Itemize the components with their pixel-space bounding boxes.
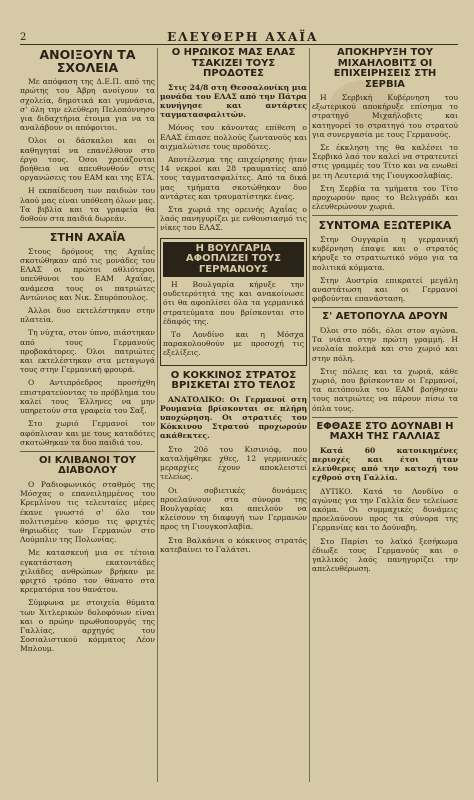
headline-eaglets: Σ' ΑΕΤΟΠΟΥΛΑ ΔΡΟΥΝ bbox=[322, 311, 448, 323]
article-paragraph: Η Βουλγαρία κήρυξε την ουδετερότητά της και ανακοίνωσε ότι θα αφοπλίσει όλα τα γερμανικά στρατεύματα που βρίσκονται στο έδαφός της. bbox=[163, 280, 304, 326]
article-paragraph: Οι σοβιετικές δυνάμεις προελαύνουν στα σύνορα της Βουλγαρίας και απειλούν να κλείσουν τη διαφυγή των Γερμανών προς τη Γιουγκοσλαβία. bbox=[160, 485, 307, 532]
section-divider bbox=[20, 451, 155, 452]
masthead bbox=[20, 30, 458, 45]
article-paragraph: Όλοι οι δάσκαλοι και οι καθηγηταί να επανέλθουν στο έργο τους. Όσοι χρειάζονται βοήθεια να απευθυνθούν στις οργανώσεις του ΕΑΜ και της ΕΤΑ. bbox=[20, 136, 155, 183]
article-paragraph: Στα χωριά της ορεινής Αχαΐας ο λαός πανηγυρίζει με ενθουσιασμό τις νίκες του ΕΛΑΣ. bbox=[160, 204, 307, 233]
article-paragraph: Κατά 60 κατοικημένες περιοχές και έτσι ήταν ελεύθερες από την κατοχή του εχθρού στη Γαλλία. bbox=[312, 445, 458, 483]
headline-red-army: Ο ΚΟΚΚΙΝΟΣ ΣΤΡΑΤΟΣ ΒΡΙΣΚΕΤΑΙ ΣΤΟ ΤΕΛΟΣ bbox=[170, 369, 297, 392]
article-paragraph: Ο Αντιπρόεδρος προσήχθη επιστρατεύοντας το πρόβλημα του καλεί τους Έλληνες να μην υπηρετούν στα γραφεία του Σαξ. bbox=[20, 378, 155, 416]
article-paragraph: Στην Αυστρία επικρατεί μεγάλη αναστάτωση και οι Γερμανοί φοβούνται επανάσταση. bbox=[312, 275, 458, 304]
headline-achaia: ΣΤΗΝ ΑΧΑΪΑ bbox=[49, 231, 126, 245]
article-paragraph: Το Λονδίνο και η Μόσχα παρακολουθούν με προσοχή τις εξελίξεις. bbox=[163, 330, 304, 358]
article-paragraph: Στα Βαλκάνια ο κόκκινος στρατός κατεβαίνει το Γαλάτσι. bbox=[160, 535, 307, 554]
article-paragraph: Σε έκκληση της θα καλέσει το Σερβικό λαό τον καλεί να στρατευτεί στις γραμμές του Τίτο και να ενωθεί με τη Λευτεριά της Γιουγκοσλαβίας. bbox=[312, 143, 458, 180]
article-paragraph: Στο χωριό Γερμανοί τον αφόπλισαν και με τους καταδότες σκοτώθηκαν τα δυο παιδιά του. bbox=[20, 419, 155, 447]
headline-schools: ΑΝΟΙΞΟΥΝ ΤΑ ΣΧΟΛΕΙΑ bbox=[39, 48, 136, 76]
article-paragraph: Τη νύχτα, στον ύπνο, πιάστηκαν από τους Γερμανούς προβοκάτορες. Όλοι πατριώτες και εκτελέστηκαν στα μεταγωγά τους στην Γερμανική φρουρά. bbox=[20, 328, 155, 375]
article-paragraph: Αποτέλεσμα της επιχείρησης ήταν 14 νεκροί και 28 τραυματίες από τους ταγματασφαλίτες. Από τα δικά μας τμήματα σκοτώθηκαν δυο αντάρτες και τραυματίστηκε ένας. bbox=[160, 154, 307, 201]
article-paragraph: Στις 24/8 στη Θεσσαλονίκη μια μονάδα του ΕΛΑΣ από την Πάτρα κυνήγησε και αντάρτες ταγματασφαλιτών. bbox=[160, 82, 307, 120]
article-paragraph: Στη Σερβία τα τμήματα του Τίτο προχωρούν προς το Βελιγράδι και ελευθερώνουν χωριά. bbox=[312, 183, 458, 212]
article-paragraph: Σύμφωνα με στοιχεία θύματα των Χιτλερικών δολοφόνων είναι και ο πρώην πρωθυπουργός της Γαλλίας, αρχηγός του Σοσιαλιστικού κόμματος Λέον Μπλουμ. bbox=[20, 598, 155, 654]
column-right bbox=[312, 48, 458, 782]
headline-danube: ΕΦΘΑΣΕ ΣΤΟ ΔΟΥΝΑΒΙ Η ΜΑΧΗ ΤΗΣ ΓΑΛΛΙΑΣ bbox=[316, 420, 454, 443]
article-paragraph: Στο Παρίσι το λαϊκό ξεσήκωμα έδιωξε τους Γερμανούς και ο γαλλικός λαός πανηγυρίζει την απελευθέρωση. bbox=[312, 536, 458, 574]
article-paragraph: Στις πόλεις και τα χωριά, κάθε χωριό, που βρίσκονταν οι Γερμανοί, τα αετόπουλα του ΕΑΜ βοήθησαν τους πατριώτες να πάρουν πίσω τα όπλα τους. bbox=[312, 366, 458, 413]
column-rule bbox=[309, 48, 310, 782]
column-middle bbox=[160, 48, 307, 782]
headline-bulgaria: Η ΒΟΥΛΓΑΡΙΑ ΑΦΟΠΛΙΖΕΙ ΤΟΥΣ ΓΕΡΜΑΝΟΥΣ bbox=[163, 242, 304, 278]
article-paragraph: Με απόφαση της Δ.Ε.Π. από της πρώτης του Άβρη ανοίγουν τα σχολεία, δημοτικά και γυμνάσια, σ' όλη την ελεύθερη Πελοπόννησο για διδαχτήρια έτοιμα για να τα αναλάβουν οι απόφοιτοι. bbox=[20, 77, 155, 133]
article-paragraph: Μόνος του κάνοντας επίθεση ο ΕΛΑΣ έπιασε πολλούς ζωντανούς και αιχμαλώτισε τους προδότες. bbox=[160, 123, 307, 151]
newspaper-title: ΕΛΕΥΘΕΡΗ ΑΧΑΪΑ bbox=[167, 30, 319, 44]
section-divider bbox=[312, 417, 458, 418]
section-divider bbox=[312, 307, 458, 308]
article-paragraph: Στους δρόμους της Αχαΐας σκοτώθηκαν από τις μονάδες του ΕΛΑΣ οι πρώτοι αθλιότεροι υπεύθυνοι του ΕΑΜ Αχαΐας, ανάμεσα τους οι πατριώτες Αντώνιος και Νικ. Σπυρόπουλος. bbox=[20, 246, 155, 302]
page-number: 2 bbox=[20, 31, 28, 43]
article-paragraph: Ο Ραδιοφωνικός σταθμός της Μόσχας ο επανειλημμένος του Κρεμλίνου τις τελευταίες μέρες έκανε γνωστό σ' όλο τον πολιτισμένο κόσμο τις φριχτές θηριωδίες των Γερμανών στο Λούμπλιν της Πολωνίας. bbox=[20, 479, 155, 545]
article-paragraph: Άλλοι δυο εκτελέστηκαν στην πλατεία. bbox=[20, 306, 155, 325]
column-left bbox=[20, 48, 155, 782]
article-paragraph: Η Σερβική Κυβέρνηση του εξωτερικού αποκήρυξε επίσημα το στρατηγό Μιχαήλοβιτς και κατηγορεί το στρατηγό του στρατού για συνεργασία με τους Γερμανούς. bbox=[312, 93, 458, 139]
article-paragraph: Όλοι στο πόδι, όλοι στον αγώνα. Τα νιάτα στην πρώτη γραμμή. Η νεολαία πολεμά και στο χωριό και στην πόλη. bbox=[312, 325, 458, 363]
article-paragraph: Με κατασκευή μια σε τέτοια εγκατάσταση εκατοντάδες χιλιάδες ανθρώπων βρήκαν με φριχτό τρόπο τον θάνατο στα κρεματόρια του θανάτου. bbox=[20, 548, 155, 595]
headline-devils-ovens: ΟΙ ΚΛΙΒΑΝΟΙ ΤΟΥ ΔΙΑΒΟΛΟΥ bbox=[39, 454, 136, 477]
article-paragraph: Στο 20ό του Κισινιόφ, που καταλήφθηκε χθες, 12 γερμανικές μεραρχίες έχουν αποκλειστεί τελείως. bbox=[160, 444, 307, 482]
headline-foreign-news: ΣΥΝΤΟΜΑ ΕΞΩΤΕΡΙΚΑ bbox=[318, 219, 452, 233]
headline-elas: Ο ΗΡΩΙΚΟΣ ΜΑΣ ΕΛΑΣ ΤΣΑΚΙΖΕΙ ΤΟΥΣ ΠΡΟΔΟΤΕΣ bbox=[171, 48, 296, 79]
headline-mihailovic: ΑΠΟΚΗΡΥΞΗ ΤΟΥ ΜΙΧΑΗΛΟΒΙΤΣ ΟΙ ΕΠΙΧΕΙΡΗΣΕΙΣ ΣΤΗ ΣΕΡΒΙΑ bbox=[333, 48, 437, 90]
article-paragraph: Η εκπαίδευση των παιδιών του λαού μας είναι υπόθεση όλων μας. Τα βιβλία και τα γραφεία θα δοθούν στα παιδιά δωρεάν. bbox=[20, 186, 155, 224]
section-divider bbox=[312, 215, 458, 216]
article-paragraph: ΑΝΑΤΟΛΙΚΟ: Οι Γερμανοί στη Ρουμανία βρίσκονται σε πλήρη υποχώρηση. Οι στρατιές του Κόκκινου Στρατού προχωρούν ακάθεκτες. bbox=[160, 394, 307, 441]
section-divider bbox=[20, 227, 155, 228]
boxed-article bbox=[160, 238, 307, 366]
column-rule bbox=[157, 48, 158, 782]
article-paragraph: ΔΥΤΙΚΟ. Κατά το Λονδίνο ο αγώνας για την Γαλλία δεν τελείωσε ακόμα. Οι συμμαχικές δυνάμεις προελαύνουν προς τα σύνορα της Γερμανίας και το Δούναβη. bbox=[312, 486, 458, 533]
article-paragraph: Στην Ουγγαρία η γερμανική κυβέρνηση έπαψε και ο στρατός κήρυξε το στρατιωτικό νόμο για τα πολιτικά κόμματα. bbox=[312, 234, 458, 272]
